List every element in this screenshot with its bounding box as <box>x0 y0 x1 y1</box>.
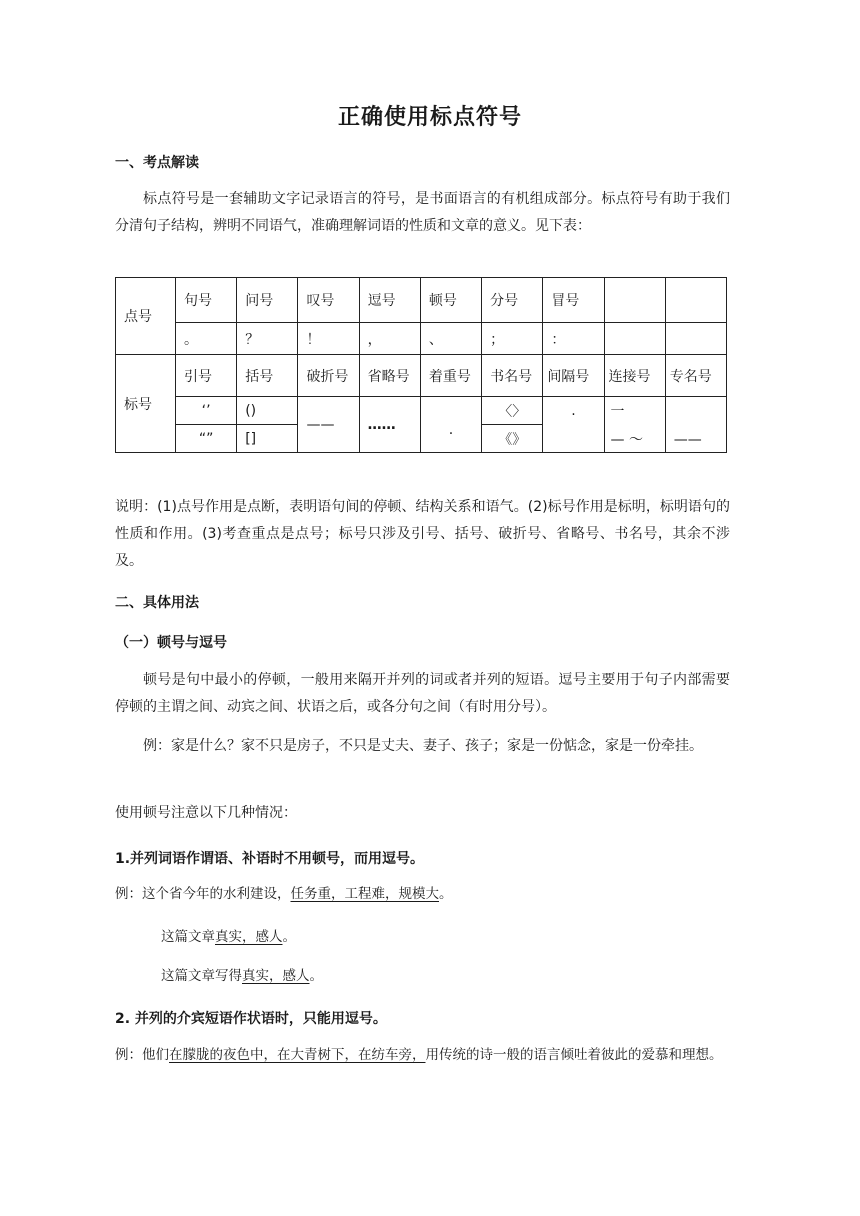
table-cell: 顿号 <box>420 278 481 323</box>
table-cell: 着重号 <box>420 355 481 397</box>
table-cell: 连接号 <box>604 355 665 397</box>
table-cell: 分号 <box>482 278 543 323</box>
underlined-text: 在朦胧的夜色中，在大青树下，在纺车旁， <box>169 1047 426 1063</box>
table-cell: —— <box>665 397 726 453</box>
lianjie-line-1: 一 <box>610 403 625 420</box>
table-cell: () <box>237 397 298 425</box>
table-cell: 括号 <box>237 355 298 397</box>
section-heading-2: 二、具体用法 <box>115 595 199 611</box>
example-text: 例：他们 <box>115 1047 169 1063</box>
rule-2-heading: 2. 并列的介宾短语作状语时，只能用逗号。 <box>115 1011 387 1027</box>
note-paragraph: 说明：(1)点号作用是点断，表明语句间的停顿、结构关系和语气。(2)标号作用是标明，标明语句的性质和作用。(3)考查重点是点号；标号只涉及引号、括号、破折号、省略号、书名号，其余不涉及。 <box>115 499 730 569</box>
table-cell: 句号 <box>176 278 237 323</box>
subsection-heading-1: （一）顿号与逗号 <box>115 635 227 651</box>
table-cell: ； <box>482 323 543 355</box>
table-cell: 引号 <box>176 355 237 397</box>
table-cell: 专名号 <box>665 355 726 397</box>
example-text: 。 <box>309 968 323 984</box>
table-cell: 《》 <box>482 425 543 453</box>
table-cell: ？ <box>237 323 298 355</box>
rule-1-heading: 1.并列词语作谓语、补语时不用顿号，而用逗号。 <box>115 851 425 867</box>
usage-intro: 使用顿号注意以下几种情况： <box>115 805 297 821</box>
page-title: 正确使用标点符号 <box>337 105 522 130</box>
rule-2-example <box>115 1042 730 1069</box>
table-cell: . <box>420 397 481 453</box>
dunhao-paragraph: 顿号是句中最小的停顿，一般用来隔开并列的词或者并列的短语。逗号主要用于句子内部需要停顿的主谓之间、动宾之间、状语之后，或各分句之间（有时用分号）。 <box>115 672 730 715</box>
table-cell: 间隔号 <box>543 355 604 397</box>
table-cell: 破折号 <box>298 355 359 397</box>
table-cell: —— <box>298 397 359 453</box>
table-cell: “” <box>176 425 237 453</box>
table-cell: [] <box>237 425 298 453</box>
table-cell: 冒号 <box>543 278 604 323</box>
intro-paragraph: 标点符号是一套辅助文字记录语言的符号，是书面语言的有机组成部分。标点符号有助于我们分清句子结构，辨明不同语气，准确理解词语的性质和文章的意义。见下表： <box>115 191 730 234</box>
example-text: 用传统的诗一般的语言倾吐着彼此的爱慕和理想。 <box>425 1047 723 1063</box>
table-cell: ： <box>543 323 604 355</box>
table-cell <box>665 323 726 355</box>
table-cell: ‘’ <box>176 397 237 425</box>
lianjie-line-2: — ～ <box>610 431 643 448</box>
example-text: 。 <box>282 929 296 945</box>
biaohao-label: 标号 <box>116 355 176 453</box>
table-cell: 。 <box>176 323 237 355</box>
table-cell: ！ <box>298 323 359 355</box>
table-cell: 省略号 <box>359 355 420 397</box>
dianhao-label: 点号 <box>116 278 176 355</box>
table-cell: 书名号 <box>482 355 543 397</box>
example-text: 例：这个省今年的水利建设， <box>115 886 291 902</box>
table-cell <box>665 278 726 323</box>
rule-1-example-3 <box>161 963 721 990</box>
section-heading-1: 一、考点解读 <box>115 155 199 171</box>
example-paragraph: 例：家是什么？家不只是房子，不只是丈夫、妻子、孩子；家是一份惦念，家是一份牵挂。 <box>143 738 703 754</box>
example-text: 。 <box>439 886 453 902</box>
table-cell: 问号 <box>237 278 298 323</box>
rule-1-example-2 <box>161 924 721 951</box>
punctuation-table <box>115 277 727 453</box>
table-cell: …… <box>359 397 420 453</box>
underlined-text: 任务重，工程难，规模大 <box>290 886 439 902</box>
rule-1-example-1 <box>115 881 730 908</box>
table-cell <box>604 323 665 355</box>
table-cell: ， <box>359 323 420 355</box>
underlined-text: 真实，感人 <box>242 968 310 984</box>
example-text: 这篇文章 <box>161 929 215 945</box>
table-cell: 、 <box>420 323 481 355</box>
table-cell: 叹号 <box>298 278 359 323</box>
underlined-text: 真实，感人 <box>215 929 283 945</box>
example-text: 这篇文章写得 <box>161 968 242 984</box>
table-cell: 逗号 <box>359 278 420 323</box>
table-cell <box>604 397 665 453</box>
table-cell: . <box>543 397 604 453</box>
table-cell <box>604 278 665 323</box>
table-cell: 〈〉 <box>482 397 543 425</box>
